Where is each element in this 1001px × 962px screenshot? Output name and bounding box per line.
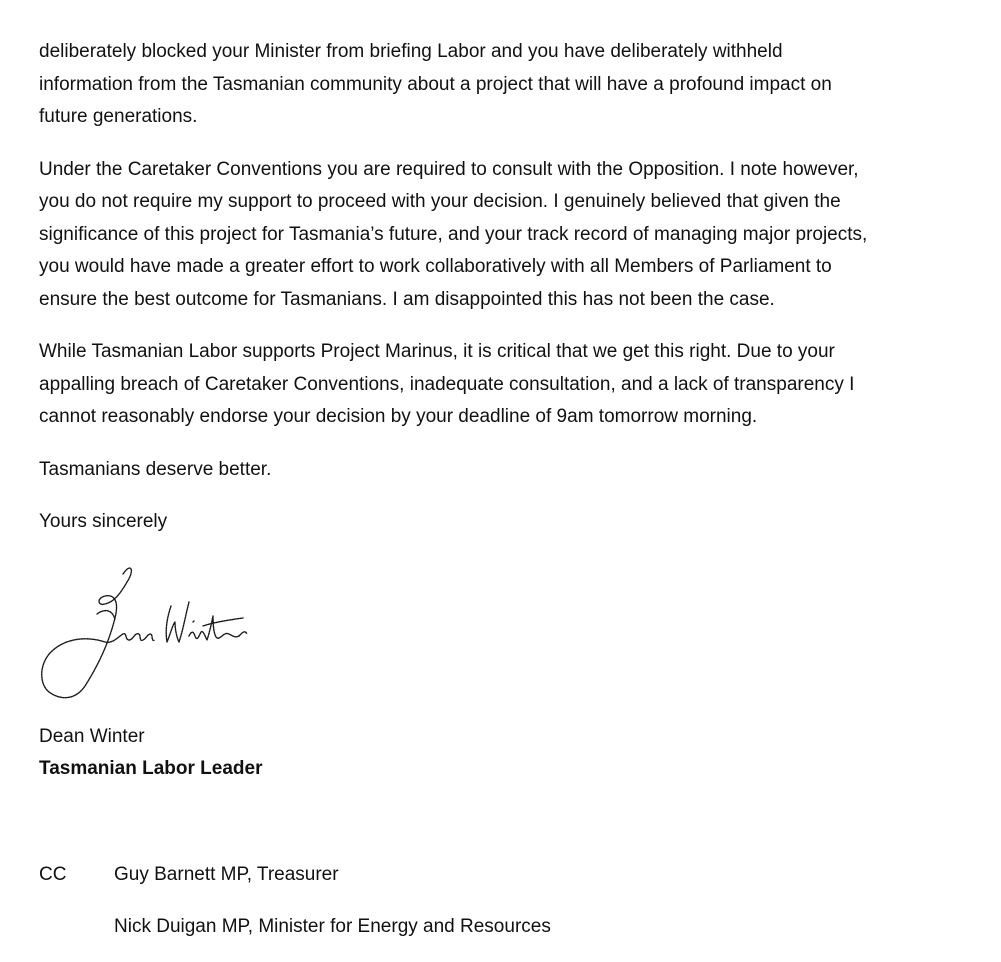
paragraph-line: cannot reasonably endorse your decision by your deadline of 9am tomorrow morning. — [39, 406, 758, 427]
body-paragraph-2 — [39, 154, 979, 317]
handwritten-signature — [39, 556, 269, 701]
cc-recipient: Guy Barnett MP, Treasurer — [114, 864, 339, 885]
signatory-name: Dean Winter — [39, 726, 145, 747]
paragraph-line: While Tasmanian Labor supports Project Marinus, it is critical that we get this right. Due to your — [39, 341, 835, 362]
statement-text: Tasmanians deserve better. — [39, 458, 272, 480]
body-paragraph-1 — [39, 36, 979, 134]
paragraph-line: significance of this project for Tasmania’s future, and your track record of managing major projects, — [39, 223, 868, 245]
paragraph-line: you do not require my support to proceed with your decision. I genuinely believed that given the — [39, 191, 841, 212]
cc-label: CC — [39, 864, 67, 885]
body-paragraph-3 — [39, 336, 979, 434]
cc-recipient: Nick Duigan MP, Minister for Energy and Resources — [114, 916, 551, 937]
letter-page — [39, 36, 979, 937]
paragraph-line: you would have made a greater effort to work collaboratively with all Members of Parliament to — [39, 256, 832, 277]
paragraph-line: ensure the best outcome for Tasmanians. I am disappointed this has not been the case. — [39, 288, 775, 310]
paragraph-line: deliberately blocked your Minister from briefing Labor and you have deliberately withheld — [39, 41, 783, 62]
closing-salutation: Yours sincerely — [39, 510, 168, 532]
paragraph-line: information from the Tasmanian community about a project that will have a profound impact on — [39, 73, 832, 95]
signatory-title: Tasmanian Labor Leader — [39, 758, 263, 779]
paragraph-line: Under the Caretaker Conventions you are required to consult with the Opposition. I note however, — [39, 158, 859, 180]
paragraph-line: future generations. — [39, 106, 198, 127]
paragraph-line: appalling breach of Caretaker Conventions, inadequate consultation, and a lack of transparency I — [39, 373, 855, 395]
